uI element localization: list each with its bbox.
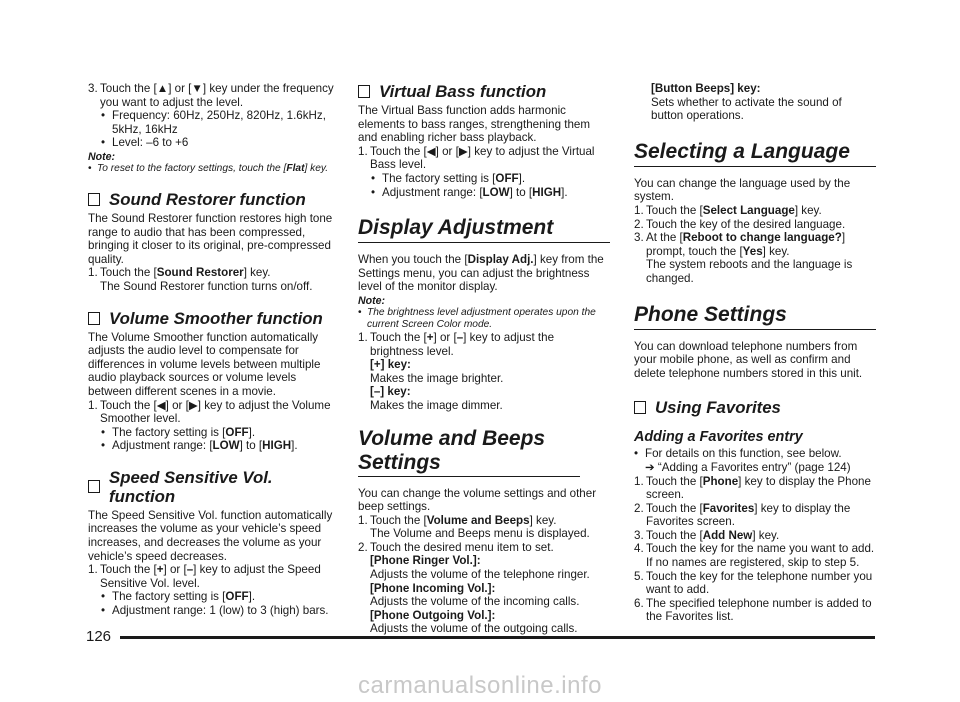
step-text <box>646 204 876 218</box>
step-text <box>370 514 610 541</box>
text-segment: ] key. <box>752 528 780 542</box>
right-arrow-icon: ▶ <box>458 144 468 158</box>
note-reset <box>88 163 338 175</box>
note-brightness <box>358 307 610 331</box>
text-segment: The factory setting is [ <box>112 590 226 604</box>
text-segment: Adjustment range: [ <box>382 185 483 199</box>
text-segment: The factory setting is [ <box>112 425 226 439</box>
speed-sensitive-step <box>88 563 338 590</box>
text-segment: Touch the [ <box>646 203 703 217</box>
text-segment: Makes the image dimmer. <box>370 398 503 412</box>
key-name: [Button Beeps] key: <box>651 82 761 95</box>
key-name: + <box>426 330 434 344</box>
bullet-factory <box>358 172 610 186</box>
step-number: 4. <box>634 542 644 556</box>
step-3 <box>88 82 338 109</box>
text-segment: ] key under the frequency you want to adjust the level. <box>100 82 334 109</box>
text-segment: The factory setting is [ <box>382 171 496 185</box>
key-name: LOW <box>212 439 240 453</box>
text-segment: ] or [ <box>433 330 457 344</box>
heading-text: Sound Restorer function <box>109 189 306 209</box>
text-segment: To reset to the factory settings, touch the [ <box>97 162 287 174</box>
bullet-range <box>358 186 610 200</box>
text-segment: ] or [ <box>168 82 192 95</box>
bullet-range <box>88 604 338 618</box>
text-segment: Touch the [ <box>370 330 427 344</box>
language-desc: You can change the language used by the system. <box>634 176 851 204</box>
bullet-text <box>382 172 610 186</box>
step-number: 3. <box>88 82 98 95</box>
favorites-step-5 <box>634 570 876 597</box>
step-text <box>646 231 876 285</box>
left-arrow-icon: ◀ <box>426 144 436 158</box>
display-adjustment-step <box>358 331 610 358</box>
section-heading-speed-sensitive <box>88 468 338 506</box>
key-name: [Phone Ringer Vol.]: <box>370 554 481 568</box>
page-number: 126 <box>86 628 112 645</box>
text-segment: ] key. <box>794 203 822 217</box>
checkbox-icon <box>88 312 100 325</box>
virtual-bass-desc: The Virtual Bass function adds harmonic elements to bass ranges, strengthening them and enabling richer bass playback. <box>358 104 591 145</box>
text-segment: ] or [ <box>435 144 459 158</box>
text-segment: Touch the [ <box>100 563 157 577</box>
heading-text: Volume Smoother function <box>109 308 323 328</box>
key-name: OFF <box>225 425 249 439</box>
key-name: OFF <box>495 171 519 185</box>
key-name: Favorites <box>702 501 755 515</box>
text-segment: Makes the image brighter. <box>370 371 504 385</box>
text-segment: Touch the [ <box>100 82 157 95</box>
heading-text: Using Favorites <box>655 398 781 418</box>
text-segment: Touch the key for the name you want to add. <box>646 542 875 556</box>
display-adjustment-desc <box>358 253 610 294</box>
bullet-icon: • <box>371 171 376 185</box>
section-heading-volume-smoother <box>88 309 338 328</box>
key-name: Volume and Beeps <box>426 513 530 527</box>
section-heading-favorites <box>634 398 876 417</box>
bullet-icon: • <box>371 185 376 199</box>
step-text <box>370 145 610 172</box>
checkbox-icon <box>358 85 370 98</box>
text-segment: ] key from the Settings menu, you can adjust the brightness level of the monitor display. <box>358 253 604 294</box>
volume-smoother-step <box>88 399 338 426</box>
up-arrow-icon: ▲ <box>156 82 169 95</box>
subheading-add-favorites: Adding a Favorites entry <box>634 429 803 446</box>
key-name: [+] key: <box>370 358 411 372</box>
step-number: 2. <box>358 540 368 554</box>
step-text <box>646 502 876 529</box>
minus-key-desc <box>358 385 610 412</box>
key-name: Select Language <box>702 203 795 217</box>
text-segment: ] key. <box>243 266 271 280</box>
step-number: 3. <box>634 528 644 542</box>
step-number: 1. <box>88 563 98 577</box>
language-step-2 <box>634 218 876 232</box>
text-segment: ] or [ <box>165 398 189 412</box>
step-text: Touch the key for the telephone number you want to add. <box>646 569 873 597</box>
section-heading-display-adjustment: Display Adjustment <box>358 215 610 243</box>
speed-sensitive-desc: The Speed Sensitive Vol. function automatically increases the volume as your vehicle’s speed increases, and decreases the volume as your vehicle’s speed decreases. <box>88 508 333 563</box>
bullet-frequency <box>88 109 338 136</box>
volume-beeps-step-1 <box>358 514 610 541</box>
right-column <box>634 82 876 624</box>
text-segment: Touch the [ <box>370 513 427 527</box>
text-segment: ] key to adjust the Virtual Bass level. <box>370 144 595 172</box>
phone-settings-desc: You can download telephone numbers from your mobile phone, as well as confirm and delete telephone numbers stored in this unit. <box>634 339 863 380</box>
step-number: 1. <box>634 474 644 488</box>
bullet-icon: • <box>358 306 362 318</box>
bullet-text <box>382 186 610 200</box>
volume-beeps-step-2 <box>358 541 610 636</box>
text-segment: The system reboots and the language is changed. <box>646 258 853 285</box>
text-segment: ]. <box>248 425 256 439</box>
middle-column <box>358 82 610 636</box>
text-segment: ]. <box>518 171 526 185</box>
favorites-step-4 <box>634 542 876 569</box>
text-segment: Touch the [ <box>646 501 703 515</box>
key-name: Flat <box>286 162 305 174</box>
text-segment: ] key to display the Phone screen. <box>646 474 871 502</box>
step-number: 1. <box>88 266 98 280</box>
text-segment: ] to [ <box>509 185 533 199</box>
step-number: 1. <box>358 513 368 527</box>
step-number: 3. <box>634 231 644 245</box>
volume-beeps-desc: You can change the volume settings and other beep settings. <box>358 486 597 514</box>
text-segment: ] key to adjust the brightness level. <box>370 330 555 358</box>
text-segment: Touch the desired menu item to set. <box>370 540 554 554</box>
text-segment: Sets whether to activate the sound of button operations. <box>651 95 842 123</box>
checkbox-icon <box>634 401 646 414</box>
text-segment: Adjusts the volume of the incoming calls. <box>370 595 580 609</box>
bullet-icon: • <box>101 425 106 439</box>
bullet-icon: • <box>101 136 106 150</box>
section-heading-volume-beeps: Volume and Beeps Settings <box>358 427 580 477</box>
plus-key-desc <box>358 358 610 385</box>
key-name: OFF <box>225 590 249 604</box>
bullet-factory <box>88 426 338 440</box>
text-segment: At the [ <box>646 231 683 245</box>
bullet-text <box>112 426 338 440</box>
text-segment: ]. <box>561 185 568 199</box>
text-segment: ] or [ <box>163 563 187 577</box>
button-beeps-desc <box>634 82 876 123</box>
text-segment: If no names are registered, skip to step 5. <box>646 556 860 570</box>
watermark: carmanualsonline.info <box>358 672 602 699</box>
text-segment: When you touch the [ <box>358 253 468 267</box>
bullet-icon: • <box>101 590 106 604</box>
section-heading-sound-restorer <box>88 190 338 209</box>
note-label: Note: <box>358 294 386 307</box>
key-name: – <box>456 330 464 344</box>
step-text <box>100 266 338 293</box>
favorites-step-2 <box>634 502 876 529</box>
left-column <box>88 82 338 618</box>
favorites-step-3 <box>634 529 876 543</box>
checkbox-icon <box>88 193 100 206</box>
step-number: 1. <box>88 398 98 412</box>
key-name: [Phone Incoming Vol.]: <box>370 581 496 595</box>
step-text <box>100 399 338 426</box>
language-step-1 <box>634 204 876 218</box>
step-number: 2. <box>634 217 644 231</box>
note-text: The brightness level adjustment operates upon the current Screen Color mode. <box>367 306 596 330</box>
bullet-text: Level: –6 to +6 <box>112 136 189 150</box>
text-segment: Touch the [ <box>100 398 157 412</box>
text-segment: ] key to adjust the Speed Sensitive Vol. level. <box>100 563 321 590</box>
favorites-step-6 <box>634 597 876 624</box>
bullet-icon: • <box>101 439 106 453</box>
bullet-factory <box>88 590 338 604</box>
step-text <box>646 475 876 502</box>
step-text <box>646 542 876 569</box>
virtual-bass-step <box>358 145 610 172</box>
key-name: Reboot to change language? <box>682 231 842 245</box>
text-segment: ]. <box>248 590 256 604</box>
text-segment: The Sound Restorer function turns on/off. <box>100 279 313 293</box>
heading-text: Speed Sensitive Vol. function <box>109 467 273 506</box>
step-number: 2. <box>634 501 644 515</box>
bullet-icon: • <box>634 447 639 461</box>
text-segment: ] key. <box>762 244 790 258</box>
key-name: Phone <box>702 474 739 488</box>
text-segment: ] key to display the Favorites screen. <box>646 501 851 529</box>
key-name: – <box>186 563 194 577</box>
step-text <box>646 529 876 543</box>
key-name: [Phone Outgoing Vol.]: <box>370 608 496 622</box>
text-segment: Touch the [ <box>100 266 157 280</box>
sound-restorer-step <box>88 266 338 293</box>
down-arrow-icon: ▼ <box>191 82 203 95</box>
text-segment: ] prompt, touch the [ <box>646 231 846 258</box>
language-step-3 <box>634 231 876 285</box>
text-segment: ]. <box>291 439 298 453</box>
key-name: [–] key: <box>370 385 411 399</box>
bullet-level <box>88 136 338 150</box>
section-heading-phone-settings: Phone Settings <box>634 302 876 330</box>
section-heading-virtual-bass <box>358 82 610 101</box>
step-number: 6. <box>634 596 644 610</box>
step-text: The specified telephone number is added to the Favorites list. <box>646 596 872 624</box>
text-segment: Touch the [ <box>370 144 427 158</box>
key-name: Yes <box>742 244 763 258</box>
page-reference-link: ➔ “Adding a Favorites entry” (page 124) <box>645 460 851 474</box>
key-name: HIGH <box>532 185 562 199</box>
text-segment: ] key to adjust the Volume Smoother level. <box>100 398 331 426</box>
text-segment: The Volume and Beeps menu is displayed. <box>370 527 590 541</box>
text-segment: Touch the [ <box>646 474 703 488</box>
bullet-text <box>112 590 338 604</box>
bullet-icon: • <box>101 604 106 618</box>
text-segment: Touch the [ <box>646 528 703 542</box>
note-label: Note: <box>88 150 116 163</box>
bullet-text: Adjustment range: 1 (low) to 3 (high) bars. <box>112 604 329 618</box>
checkbox-icon <box>88 480 100 493</box>
text-segment: Adjusts the volume of the telephone ringer. <box>370 568 590 582</box>
favorites-step-1 <box>634 475 876 502</box>
key-name: LOW <box>482 185 510 199</box>
note-text <box>97 163 328 175</box>
volume-smoother-desc: The Volume Smoother function automatically adjusts the audio level to compensate for differences in volume levels between multiple audio playback sources or volume levels between different scenes in a movie. <box>88 330 321 398</box>
section-heading-language: Selecting a Language <box>634 139 876 167</box>
footer-rule <box>120 636 875 639</box>
bullet-text <box>112 439 338 453</box>
step-text <box>370 331 610 358</box>
heading-text: Virtual Bass function <box>379 82 547 101</box>
bullet-range <box>88 439 338 453</box>
bullet-icon: • <box>88 162 92 174</box>
bullet-text: Frequency: 60Hz, 250Hz, 820Hz, 1.6kHz, 5kHz, 16kHz <box>112 109 326 136</box>
key-name: + <box>156 563 164 577</box>
step-text <box>100 563 338 590</box>
bullet-icon: • <box>101 109 106 123</box>
key-name: Sound Restorer <box>156 266 244 280</box>
step-text <box>100 82 338 109</box>
text-segment: ] to [ <box>239 439 263 453</box>
text-segment: ] key. <box>529 513 557 527</box>
step-number: 1. <box>634 203 644 217</box>
text-segment: Adjustment range: [ <box>112 439 213 453</box>
right-arrow-icon: ▶ <box>188 398 198 412</box>
sound-restorer-desc: The Sound Restorer function restores high tone range to audio that has been compressed, bringing it closer to its original, pre-compressed quality. <box>88 211 333 266</box>
step-number: 1. <box>358 144 368 158</box>
step-number: 1. <box>358 330 368 344</box>
text-segment: For details on this function, see below. <box>645 447 842 461</box>
step-text <box>370 541 610 636</box>
bullet-text <box>645 447 876 474</box>
key-name: Display Adj. <box>467 253 534 267</box>
step-number: 5. <box>634 569 644 583</box>
key-name: HIGH <box>262 439 292 453</box>
text-segment: Adjusts the volume of the outgoing calls. <box>370 622 578 636</box>
key-name: Add New <box>702 528 753 542</box>
text-segment: ] key. <box>304 162 329 174</box>
bullet-details <box>634 447 876 474</box>
left-arrow-icon: ◀ <box>156 398 166 412</box>
step-text: Touch the key of the desired language. <box>646 217 846 231</box>
